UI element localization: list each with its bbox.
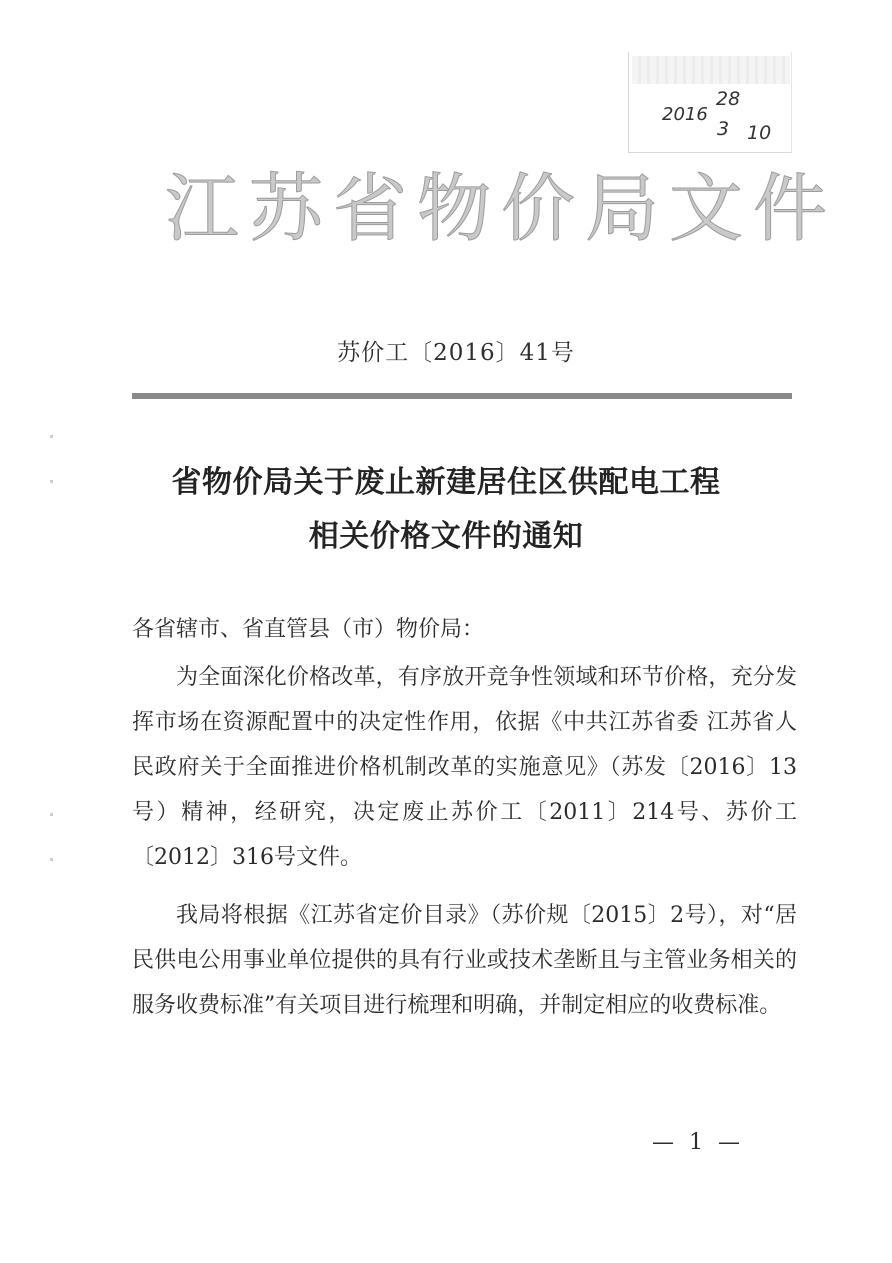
document-masthead: 江苏省物价局文件 [165, 166, 837, 252]
header-divider [132, 393, 792, 399]
page-number: — 1 — [652, 1130, 744, 1155]
binding-hole-mark [50, 480, 53, 483]
receipt-stamp-band [632, 56, 790, 84]
body-paragraph-1 [132, 655, 797, 880]
binding-hole-mark [50, 858, 53, 861]
salutation: 各省辖市、省直管县（市）物价局： [132, 617, 485, 642]
document-number: 苏价工〔2016〕41号 [337, 340, 575, 366]
document-title-line1: 省物价局关于废止新建居住区供配电工程 [171, 465, 721, 500]
receipt-month: 3 [717, 118, 730, 140]
body-paragraph-2 [132, 893, 797, 1028]
binding-hole-mark [50, 435, 53, 438]
receipt-number: 28 [716, 88, 741, 110]
receipt-year: 2016 [662, 104, 708, 125]
receipt-day: 10 [747, 122, 772, 144]
paragraph-text-2: 我局将根据《江苏省定价目录》（苏价规〔2015〕2号），对“居民供电公用事业单位提供的具有行业或技术垄断且与主管业务相关的服务收费标准”有关项目进行梳理和明确，并制定相应的收费标准。 [132, 903, 797, 1018]
document-title-line2: 相关价格文件的通知 [308, 519, 584, 554]
binding-hole-mark [50, 813, 53, 816]
paragraph-text-1: 为全面深化价格改革，有序放开竞争性领域和环节价格，充分发挥市场在资源配置中的决定性作用，依据《中共江苏省委 江苏省人民政府关于全面推进价格机制改革的实施意见》（苏发〔2016〕13号）精神，经研究，决定废止苏价工〔2011〕214号、苏价工〔2012〕316号文件。 [132, 665, 797, 870]
